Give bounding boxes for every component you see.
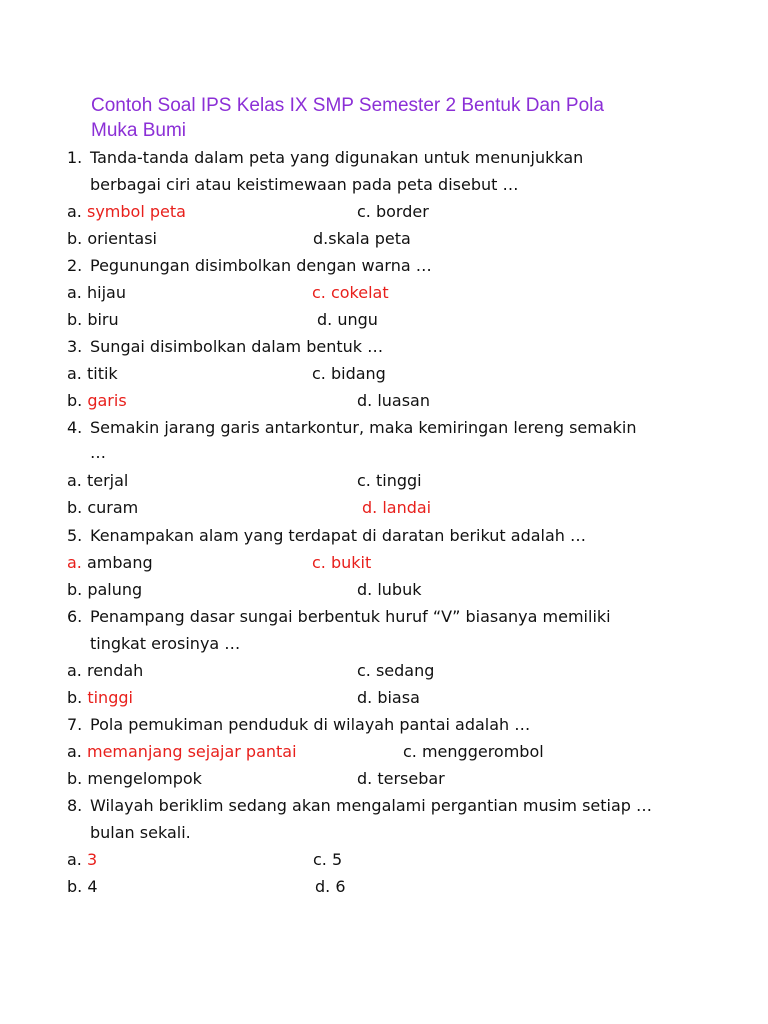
option-c: c. tinggi (357, 471, 422, 490)
option-d: d. 6 (315, 877, 346, 896)
option-c: c. bidang (312, 364, 386, 383)
question-1 (67, 147, 584, 169)
question-text: Kenampakan alam yang terdapat di daratan berikut adalah … (90, 526, 586, 545)
option-c-correct-answer: c. cokelat (312, 283, 389, 302)
question-5 (67, 525, 586, 547)
option-d-correct-answer: d. landai (362, 498, 432, 517)
option-b: b. tinggi (67, 688, 133, 707)
question-number: 6. (67, 607, 83, 626)
option-c: c. 5 (313, 850, 343, 869)
correct-answer: tinggi (87, 688, 133, 707)
option-d: d. biasa (357, 688, 420, 707)
question-number: 1. (67, 148, 83, 167)
question-text-cont: berbagai ciri atau keistimewaan pada peta disebut … (90, 175, 519, 194)
option-a: a. titik (67, 364, 118, 383)
question-text: Pola pemukiman penduduk di wilayah pantai adalah … (90, 715, 531, 734)
option-a: a. terjal (67, 471, 129, 490)
option-d: d. lubuk (357, 580, 422, 599)
option-b: b. 4 (67, 877, 98, 896)
option-b: b. garis (67, 391, 127, 410)
question-number: 7. (67, 715, 83, 734)
question-number: 8. (67, 796, 83, 815)
correct-answer: symbol peta (86, 202, 186, 221)
question-number: 3. (67, 337, 83, 356)
option-b: b. orientasi (67, 229, 157, 248)
option-b: b. palung (67, 580, 143, 599)
option-b: b. biru (67, 310, 119, 329)
question-text: Sungai disimbolkan dalam bentuk … (90, 337, 384, 356)
option-d: d. ungu (317, 310, 378, 329)
question-number: 4. (67, 418, 83, 437)
question-7 (67, 714, 531, 736)
correct-answer: 3 (86, 850, 98, 869)
correct-answer: garis (87, 391, 127, 410)
document-title (91, 93, 731, 143)
option-c-correct-answer: c. bukit (312, 553, 372, 572)
correct-answer: memanjang sejajar pantai (86, 742, 297, 761)
option-b: b. mengelompok (67, 769, 202, 788)
title-line-1: Contoh Soal IPS Kelas IX SMP Semester 2 Bentuk Dan Pola (91, 95, 604, 116)
option-c: c. border (357, 202, 429, 221)
question-text: Penampang dasar sungai berbentuk huruf “V” biasanya memiliki (90, 607, 611, 626)
title-line-2: Muka Bumi (91, 120, 187, 141)
option-c: c. sedang (357, 661, 435, 680)
option-a: a. ambang (67, 553, 153, 572)
option-d: d. tersebar (357, 769, 445, 788)
question-2 (67, 255, 432, 277)
option-a: a. 3 (67, 850, 98, 869)
question-6 (67, 606, 611, 628)
question-number: 5. (67, 526, 83, 545)
option-c: c. menggerombol (403, 742, 544, 761)
question-text-cont: … (90, 443, 106, 462)
option-a: a. rendah (67, 661, 144, 680)
question-text: Tanda-tanda dalam peta yang digunakan untuk menunjukkan (90, 148, 584, 167)
question-text-cont: tingkat erosinya … (90, 634, 241, 653)
option-d: d. luasan (357, 391, 430, 410)
question-text: Pegunungan disimbolkan dengan warna … (90, 256, 432, 275)
question-text-cont: bulan sekali. (90, 823, 191, 842)
question-4 (67, 417, 637, 439)
option-d: d.skala peta (313, 229, 411, 248)
question-number: 2. (67, 256, 83, 275)
option-a: a. symbol peta (67, 202, 186, 221)
option-a: a. memanjang sejajar pantai (67, 742, 297, 761)
option-b: b. curam (67, 498, 139, 517)
question-3 (67, 336, 384, 358)
question-8 (67, 795, 653, 817)
question-text: Wilayah beriklim sedang akan mengalami pergantian musim setiap … (90, 796, 653, 815)
question-text: Semakin jarang garis antarkontur, maka kemiringan lereng semakin (90, 418, 637, 437)
option-a: a. hijau (67, 283, 126, 302)
